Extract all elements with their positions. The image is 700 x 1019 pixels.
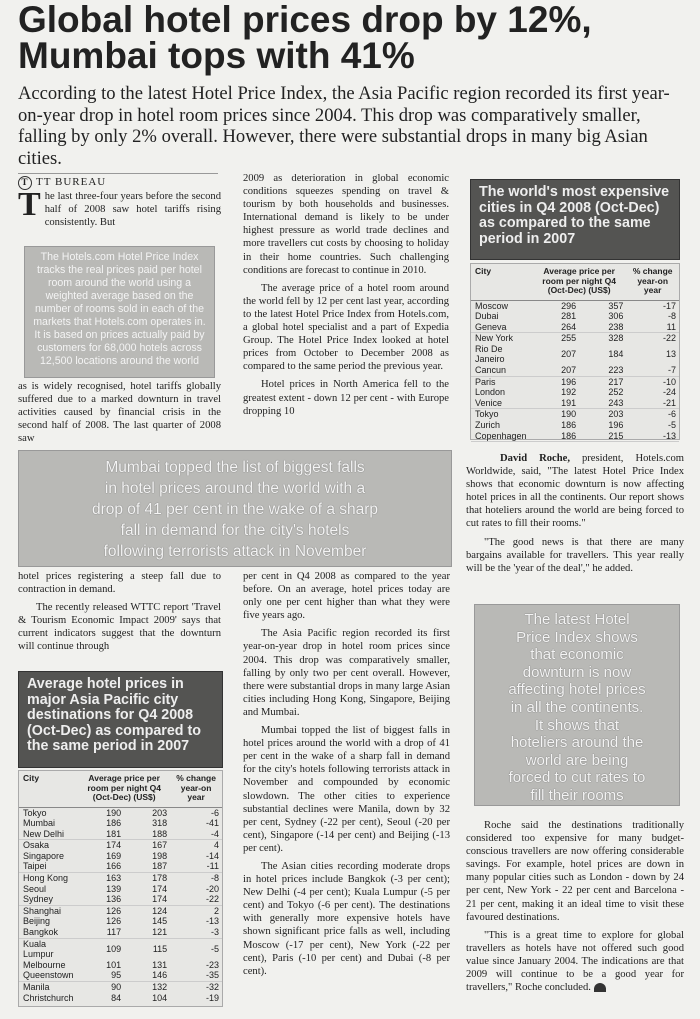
standfirst: According to the latest Hotel Price Index, the Asia Pacific region recorded its first year-on-year drop in hotel room prices since 2004. This drop was comparatively smaller, falling by only 2% overall. However, there were substantial drops in many big Asian cities. <box>18 83 670 169</box>
table-row <box>471 300 679 311</box>
table-header: % change year-on year <box>170 771 222 807</box>
table-cell: 188 <box>124 829 170 840</box>
table-cell: 186 <box>106 818 122 829</box>
world-table-title: The world's most expensive cities in Q4 2008 (Oct-Dec) as compared to the same period in 2007 <box>470 179 680 260</box>
table-cell: 186 <box>561 420 577 431</box>
table-cell: -11 <box>170 861 222 872</box>
end-of-article-icon <box>594 983 606 992</box>
table-cell: 84 <box>111 992 122 1003</box>
table-cell: Paris <box>475 376 496 387</box>
column-3-lower <box>466 819 684 999</box>
table-cell: 117 <box>78 927 124 938</box>
table-cell: 187 <box>124 861 170 872</box>
table-cell: 191 <box>532 398 579 409</box>
table-cell: 196 <box>608 420 624 431</box>
table-cell: Mumbai <box>23 818 56 829</box>
table-cell: 181 <box>78 829 124 840</box>
table-cell: 121 <box>124 927 170 938</box>
table-cell: Kuala Lumpur <box>23 938 54 960</box>
table-cell: -21 <box>626 398 679 409</box>
pullquote-line: Mumbai topped the list of biggest falls <box>105 459 365 476</box>
col1-paragraph-2: as is widely recognised, hotel tariffs globally suffered due to a marked downturn in travel activities caused by financial crisis in the second half of 2008. The last quarter of 2008 saw <box>18 381 221 445</box>
table-cell: 318 <box>152 818 168 829</box>
table-cell: 139 <box>106 883 122 894</box>
table-cell: Cancun <box>471 365 532 376</box>
table-cell: 238 <box>579 322 626 333</box>
table-row <box>471 409 679 420</box>
pullquote-line: affecting hotel prices <box>508 681 646 699</box>
table-cell: 192 <box>561 387 577 398</box>
table-cell: Tokyo <box>475 409 499 420</box>
table-cell: 101 <box>106 959 122 970</box>
column-2-top <box>243 172 449 423</box>
table-cell: 115 <box>152 943 168 954</box>
table-cell: Dubai <box>475 311 499 322</box>
pullquote-line: in hotel prices around the world with a <box>104 480 366 497</box>
table-cell: 215 <box>579 431 626 442</box>
table-cell: -19 <box>205 992 219 1003</box>
table-cell: 145 <box>152 916 168 927</box>
table-cell: -3 <box>170 927 222 938</box>
col2-paragraph-3: Hotel prices in North America fell to the greatest extent - down 12 per cent - with Europe dropping 10 <box>243 379 449 417</box>
col1b-paragraph-2: The recently released WTTC report 'Travel & Tourism Economic Impact 2009' says that current indicators suggest that the downturn will continue through <box>18 602 221 653</box>
table-cell: Shanghai <box>23 905 62 916</box>
tt-logo-icon: T <box>18 176 32 190</box>
table-cell: Manila <box>23 982 50 992</box>
table-cell: Rio De Janeiro <box>475 343 505 365</box>
table-cell: -13 <box>205 916 219 927</box>
table-cell: 203 <box>152 807 168 818</box>
table-cell: 2 <box>213 905 219 916</box>
table-cell: 136 <box>78 894 124 905</box>
table-cell: -23 <box>205 959 219 970</box>
table-cell: 328 <box>608 333 624 344</box>
table-cell: 90 <box>111 982 122 992</box>
table-cell: Zurich <box>475 420 501 431</box>
table-cell: 11 <box>626 322 679 333</box>
col3-paragraph-3: Roche said the destinations traditionally considered too expensive for many budget-conscious travellers are now offering considerable savings. For example, hotel prices are down in many popular cities such as London - down by 24 per cent, New York - 22 per cent and Barcelona - 21 per cent, making it an ideal time to visit these favoured destinations. <box>466 820 684 923</box>
table-cell: Sydney <box>19 894 78 905</box>
table-cell: 174 <box>152 883 168 894</box>
table-cell: Moscow <box>475 300 509 311</box>
pullquote-line: It shows that <box>534 716 620 734</box>
drop-cap: T <box>18 186 41 223</box>
table-row <box>19 927 222 938</box>
column-1-middle <box>18 380 221 450</box>
table-cell: -32 <box>205 982 219 992</box>
table-cell: 296 <box>561 300 577 311</box>
col3-paragraph-1: president, Hotels.com Worldwide, said, "The latest Hotel Price Index shows that economic downturn is now affecting hotel prices in all the continents. Our report shows that hoteliers around the world are being forced to cut rates to fill their rooms." <box>466 453 684 530</box>
table-cell: 252 <box>608 387 624 398</box>
table-cell: 264 <box>532 322 579 333</box>
table-cell: 131 <box>152 959 168 970</box>
table-cell: 126 <box>106 916 122 927</box>
table-cell: Hong Kong <box>23 873 69 884</box>
table-header: Average price per room per night Q4 (Oct-Dec) (US$) <box>532 264 626 300</box>
table-header: Average price per room per night Q4 (Oct-Dec) (US$) <box>78 771 170 807</box>
asia-price-table <box>18 770 223 1007</box>
byline <box>18 173 218 190</box>
pullquote-line: drop of 41 per cent in the wake of a sharp <box>91 501 379 518</box>
table-header: City <box>471 264 532 300</box>
col3-paragraph-2: "The good news is that there are many bargains available for travellers. This year really will be the 'year of the deal'," he added. <box>466 536 684 574</box>
table-cell: 306 <box>608 311 624 322</box>
asia-table-title: Average hotel prices in major Asia Pacific city destinations for Q4 2008 (Oct-Dec) as compared to the same period in 2007 <box>18 671 223 768</box>
table-cell: New Delhi <box>19 829 78 840</box>
table-cell: -8 <box>210 873 219 884</box>
table-cell: 203 <box>608 409 624 420</box>
byline-text: TT BUREAU <box>36 176 107 188</box>
table-row <box>471 420 679 431</box>
table-cell: Beijing <box>23 916 51 927</box>
table-cell: 132 <box>152 982 168 992</box>
table-cell: New York <box>475 333 514 344</box>
table-cell: 186 <box>532 431 579 442</box>
table-cell: 281 <box>561 311 577 322</box>
table-row <box>471 311 679 322</box>
table-cell: -35 <box>170 970 222 981</box>
table-row <box>19 840 222 851</box>
headline: Global hotel prices drop by 12%, Mumbai tops with 41% <box>18 0 592 76</box>
table-cell: -22 <box>170 894 222 905</box>
table-cell: London <box>475 387 506 398</box>
col2-paragraph-2: The average price of a hotel room around the world fell by 12 per cent last year, according to the latest Hotel Price Index from Hotels.com, a global hotel specialist and a part of Expedia Group. The Hotel Price Index looked at hotel prices from October to December 2008 as compared to the same period the previous year. <box>243 282 449 373</box>
table-cell: 166 <box>78 861 124 872</box>
table-cell: -4 <box>170 829 222 840</box>
table-cell: 174 <box>124 894 170 905</box>
table-cell: Singapore <box>23 850 65 861</box>
table-row <box>19 894 222 905</box>
table-cell: 207 <box>532 365 579 376</box>
pullquote-mumbai <box>18 450 452 567</box>
table-header: % change year-on year <box>626 264 679 300</box>
pullquote-line: Price Index shows <box>516 628 638 646</box>
table-row <box>19 851 222 862</box>
col2b-paragraph-2: The Asia Pacific region recorded its first year-on-year drop in hotel room prices since 2004. This drop was comparatively smaller, falling by only two per cent overall. However, there were substantial drops in many large Asian cities including Hong Kong, Singapore, Beijing and Mumbai. <box>243 628 450 718</box>
index-info-box: The Hotels.com Hotel Price Index tracks the real prices paid per hotel room around the world using a weighted average based on the number of rooms sold in each of the markets that Hotels.com operates in. It is based on prices actually paid by customers for 68,000 hotels across 12,500 locations around the world <box>24 246 215 378</box>
col1-paragraph-1: he last three-four years before the second half of 2008 saw hotel tariffs rising consistently. But <box>44 191 221 229</box>
pullquote-line: downturn is now <box>522 663 632 681</box>
world-price-table <box>470 263 680 440</box>
pullquote-line: hoteliers around the <box>510 734 644 752</box>
col2b-paragraph-4: The Asian cities recording moderate drops in hotel prices include Bangkok (-3 per cent); New Delhi (-4 per cent); Kuala Lumpur (-5 per cent) and Tokyo (-6 per cent). The destinations with generally more expensive hotels have shown significant price falls as well, including Moscow (-17 per cent), New York (-22 per cent), Paris (-10 per cent) and Dubai (-8 per cent). <box>243 860 450 977</box>
table-cell: Queenstown <box>19 970 78 981</box>
col3-paragraph-4: "This is a great time to explore for global travellers as hotels have not offered such good value since January 2004. The indications are that 2009 will continue to be a good year for travellers," Roche concluded. <box>466 929 684 994</box>
table-cell: 178 <box>152 873 168 884</box>
col2b-paragraph-1: per cent in Q4 2008 as compared to the year before. On an average, hotel prices today are only one per cent higher than what they were five years ago. <box>243 571 450 622</box>
table-cell: 167 <box>152 840 168 851</box>
table-cell: 190 <box>561 409 577 420</box>
table-cell: 243 <box>579 398 626 409</box>
col2-paragraph-1: 2009 as deterioration in global economic conditions squeezes spending on travel & tourism by both households and businesses. International demand is likely to be under highest pressure as world trade declines and more travellers cut costs by choosing to holiday in their home countries. Such challenging conditions are forecast to continue in 2010. <box>243 173 449 276</box>
table-cell: 198 <box>152 850 168 861</box>
table-cell: 217 <box>608 376 624 387</box>
table-cell: -14 <box>205 850 219 861</box>
table-cell: -7 <box>626 365 679 376</box>
table-cell: 13 <box>665 349 676 360</box>
table-row <box>471 431 679 442</box>
table-row <box>471 376 679 387</box>
table-cell: -5 <box>667 420 676 431</box>
table-cell: Copenhagen <box>471 431 532 442</box>
column-1-lower <box>18 570 221 659</box>
table-cell: Taipei <box>19 861 78 872</box>
table-cell: Seoul <box>23 883 47 894</box>
table-cell: -17 <box>662 300 676 311</box>
table-cell: -13 <box>626 431 679 442</box>
col2b-paragraph-3: Mumbai topped the list of biggest falls in hotel prices around the world with a drop of 41 per cent in the wake of a sharp fall in demand for the city's hotels following terrorists attack in November and compounded by economic slowdown. The other cities to experience substantial declines were Manila, down by 32 per cent, Sydney (-22 per cent), Seoul (-20 per cent), Singapore (-14 per cent) and Beijing (-13 per cent). <box>243 725 450 854</box>
table-row <box>471 322 679 333</box>
pullquote-line: The latest Hotel <box>524 611 630 628</box>
table-cell: 174 <box>106 840 122 851</box>
table-row <box>19 970 222 981</box>
table-row <box>19 982 222 993</box>
table-cell: 169 <box>106 850 122 861</box>
pullquote-line: fill their rooms <box>530 786 624 804</box>
table-row <box>19 818 222 829</box>
column-3-top <box>466 452 684 580</box>
table-row <box>19 873 222 884</box>
table-cell: -22 <box>662 333 676 344</box>
table-cell: 184 <box>608 349 624 360</box>
table-row <box>19 884 222 895</box>
table-cell: Venice <box>471 398 532 409</box>
table-cell: -20 <box>205 883 219 894</box>
table-cell: 146 <box>124 970 170 981</box>
table-cell: 95 <box>78 970 124 981</box>
table-cell: Bangkok <box>19 927 78 938</box>
table-cell: 357 <box>608 300 624 311</box>
pullquote-line: that economic <box>530 646 624 664</box>
table-cell: 126 <box>106 905 122 916</box>
table-cell: 207 <box>561 349 577 360</box>
table-cell: 223 <box>579 365 626 376</box>
pullquote-line: world are being <box>525 751 629 769</box>
table-row <box>19 960 222 971</box>
column-1-top <box>18 186 221 234</box>
col1b-paragraph-1: hotel prices registering a steep fall due to contraction in demand. <box>18 571 221 596</box>
table-cell: -24 <box>662 387 676 398</box>
table-row <box>471 387 679 398</box>
table-cell: Christchurch <box>23 992 74 1003</box>
table-cell: 124 <box>152 905 168 916</box>
pullquote-line: in all the continents. <box>510 698 644 716</box>
table-row <box>471 333 679 344</box>
table-row <box>19 993 222 1004</box>
david-roche-name: David Roche, <box>500 453 570 464</box>
table-cell: 190 <box>106 807 122 818</box>
table-cell: 196 <box>561 376 577 387</box>
table-row <box>19 829 222 840</box>
table-row <box>471 365 679 376</box>
table-cell: Melbourne <box>23 959 66 970</box>
column-2-lower <box>243 570 450 983</box>
table-cell: 104 <box>152 992 168 1003</box>
table-cell: 163 <box>106 873 122 884</box>
pullquote-hoteliers <box>474 604 680 806</box>
table-row <box>19 861 222 872</box>
table-cell: -5 <box>210 943 219 954</box>
pullquote-line: forced to cut rates to <box>508 769 646 787</box>
table-row <box>471 344 679 365</box>
table-cell: -6 <box>667 409 676 420</box>
pullquote-line: fall in demand for the city's hotels <box>120 522 350 539</box>
table-cell: -6 <box>210 807 219 818</box>
table-cell: 4 <box>213 840 219 851</box>
table-cell: Osaka <box>23 840 50 851</box>
table-cell: 109 <box>106 943 122 954</box>
table-row <box>471 398 679 409</box>
table-row <box>19 938 222 960</box>
table-row <box>19 916 222 927</box>
table-cell: 255 <box>561 333 577 344</box>
table-cell: -8 <box>667 311 676 322</box>
table-row <box>19 807 222 818</box>
table-cell: -41 <box>205 818 219 829</box>
table-cell: -10 <box>662 376 676 387</box>
pullquote-line: following terrorists attack in November <box>103 543 367 560</box>
table-cell: Tokyo <box>23 807 47 818</box>
table-cell: Geneva <box>471 322 532 333</box>
table-header: City <box>19 771 78 807</box>
table-row <box>19 905 222 916</box>
